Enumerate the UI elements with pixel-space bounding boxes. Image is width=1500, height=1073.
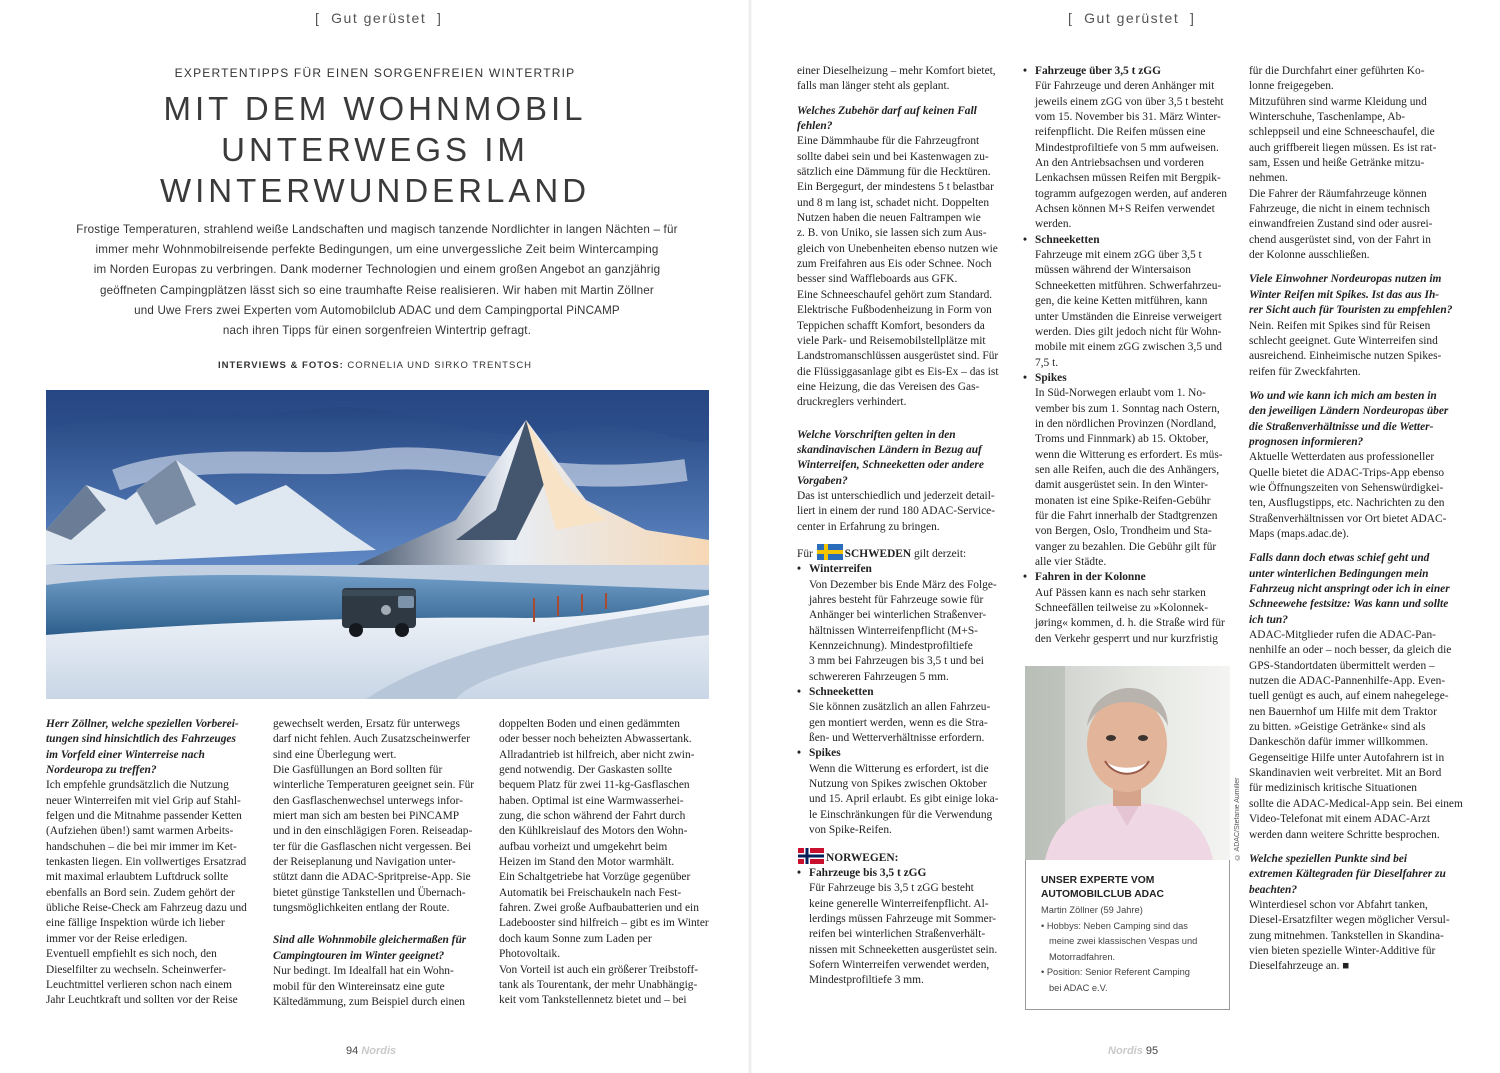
byline-names: CORNELIA UND SIRKO TRENTSCH	[343, 360, 533, 371]
question-line: Nordeuropa zu treffen?	[46, 764, 157, 777]
headline-line: MIT DEM WOHNMOBIL	[163, 90, 587, 127]
magazine-name: Nordis	[361, 1045, 397, 1057]
section-tag: [ Gut gerüstet ]	[1068, 10, 1196, 26]
rule-heading: • Fahrzeuge bis 3,5 t zGG	[797, 866, 1012, 881]
text-line: doch kaum Sonne zum Laden per	[499, 932, 652, 945]
expert-info-line: • Hobbys: Neben Camping sind das	[1041, 920, 1188, 931]
text-line: Straßenverhältnissen vor Ort bietet ADAC-	[1249, 512, 1447, 525]
text-line: vom 15. November bis 31. März Winter-	[1035, 111, 1221, 124]
byline-label: INTERVIEWS & FOTOS:	[217, 360, 344, 371]
text-line: Teppichen schafft Komfort, besonders da	[797, 319, 985, 332]
text-line: schleppseil und eine Schneeschaufel, die	[1249, 126, 1435, 139]
text-line: sollte dabei sein und bei Kastenwagen zu-	[797, 150, 989, 163]
text-line: vanger zu bezahlen. Die Gebühr gilt für	[1035, 540, 1217, 553]
text-line: ten, Ausflugstipps, etc. Nachrichten zu den	[1249, 497, 1445, 510]
expert-info-line: meine zwei klassischen Vespas und	[1049, 936, 1198, 946]
expert-portrait-photo	[1025, 666, 1230, 860]
text-line: tank als Tourentank, der mehr Unabhängig-	[499, 978, 698, 991]
expert-info-box	[1025, 860, 1230, 1010]
intro-line: im Norden Europas zu verbringen. Dank moderner Technologien und einem großen Angebot an ganzjährig	[93, 263, 661, 277]
text-line: Kennzeichnung). Mindestprofiltiefe	[809, 640, 973, 653]
text-line: felgen und die Mitnahme passender Ketten	[46, 810, 242, 823]
text-line: Heizen im Stand den Motor warmhält.	[499, 856, 675, 869]
text-line: Für Fahrzeuge bis 3,5 t zGG besteht	[809, 882, 974, 895]
text-line: In Süd-Norwegen erlaubt vom 1. No-	[1035, 387, 1206, 400]
text-line: mobil für den Wintereinsatz eine gute	[273, 980, 445, 993]
headline-line: UNTERWEGS IM	[221, 131, 529, 168]
text-line: druckreglers verhindert.	[797, 396, 907, 409]
text-line: gend notwendig. Der Gaskasten sollte	[499, 764, 673, 777]
text-line: Sie können zusätzlich an allen Fahrzeu-	[809, 701, 991, 714]
text-line: Automatik bei Freischaukeln nach Fest-	[499, 886, 682, 899]
text-line: für die Durchfahrt einer geführten Ko-	[1249, 65, 1425, 77]
text-line: von Spike-Reifen.	[809, 824, 892, 837]
text-line: Kältedämmung, zum Beispiel durch einen	[273, 995, 466, 1008]
text-line: Ein Bergegurt, der mindestens 5 t belastbar	[797, 181, 994, 194]
text-line: den Gasflaschenwechsel unterwegs infor-	[273, 794, 463, 807]
expert-name: Martin Zöllner (59 Jahre)	[1041, 905, 1143, 915]
text-line: Eine Dämmhaube für die Fahrzeugfront	[797, 135, 980, 148]
text-line: einwandfreien Zustand sind oder ausrei-	[1249, 218, 1433, 231]
sweden-post: gilt derzeit:	[911, 547, 967, 560]
text-line: für die Fahrt innerhalb der Stadtgrenzen	[1035, 509, 1218, 522]
question-line: beachten?	[1249, 883, 1298, 896]
text-line: Fahrzeuge, die nicht in einem technisch	[1249, 203, 1430, 216]
text-line: tenkasten liegen. Ein vollwertiges Ersatzrad	[46, 856, 247, 869]
intro-line: und Uwe Frers zwei Experten vom Automobilclub ADAC und dem Campingportal PiNCAMP	[134, 303, 620, 317]
text-line: 3 mm bei Fahrzeugen bis 3,5 t und bei	[809, 655, 984, 668]
text-line: für medizinisch kritische Situationen	[1249, 782, 1417, 795]
text-line: Wenn die Witterung es erfordert, ist die	[809, 762, 989, 775]
text-line: Fahrzeuge mit einem zGG über 3,5 t	[1035, 249, 1202, 262]
intro-line: nach ihren Tipps für einen sorgenfreien Wintertrip gefragt.	[222, 324, 532, 338]
text-line: jahres besteht für Fahrzeuge sowie für	[809, 594, 984, 606]
question-line: Schneewehe festsitze: Was kann und sollte	[1249, 598, 1449, 611]
text-line: Nur bedingt. Im Idealfall hat ein Wohn-	[273, 965, 454, 978]
text-line: werden. Dies gilt jedoch nicht für Wohn-	[1035, 325, 1222, 338]
text-line: schwereren Fahrzeugen 5 mm.	[809, 670, 949, 683]
text-line: ebenfalls an Bord sein. Zudem gehört der	[46, 886, 235, 899]
text-line: der Reiseplanung und Navigation unter-	[273, 856, 456, 869]
question-line: Fahrzeug nicht anspringt oder ich in einer	[1249, 583, 1450, 595]
text-line: vien bieten spezielle Winter-Additive für	[1249, 944, 1436, 957]
text-line: nissen mit Schneeketten ausgerüstet sein.	[809, 943, 998, 956]
text-line: ADAC-Mitglieder rufen die ADAC-Pan-	[1249, 629, 1436, 642]
text-line: jøring« kommen, d. h. die Straße wird für	[1035, 617, 1225, 630]
expert-box-heading: UNSER EXPERTE VOM	[1041, 875, 1155, 886]
text-line: liert in einem der rund 180 ADAC-Service-	[797, 505, 996, 518]
text-line: wie Öffnungszeiten von Sehenswürdigkei-	[1249, 481, 1444, 494]
expert-info-line: bei ADAC e.V.	[1049, 982, 1108, 993]
text-line: Die Fahrer der Räumfahrzeuge können	[1249, 187, 1427, 200]
text-line: neuer Winterreifen mit viel Grip auf Stahl-	[46, 794, 241, 807]
question-line: extremen Kältegraden für Dieselfahrer zu	[1249, 868, 1446, 881]
text-line: Winterschuhe, Taschenlampe, Ab-	[1249, 111, 1406, 124]
page-number	[346, 1045, 396, 1057]
question-line: Welches Zubehör darf auf keinen Fall	[797, 104, 977, 117]
text-line: Achsen können M+S Reifen verwendet	[1035, 203, 1215, 216]
question-line: Wo und wie kann ich mich am besten in	[1249, 389, 1437, 402]
question-line: Campingtouren im Winter geeignet?	[273, 949, 445, 962]
text-line: sind eine Überlegung wert.	[273, 748, 397, 761]
text-line: Mindestprofiltiefe 3 mm.	[809, 974, 924, 987]
column-2	[1023, 64, 1238, 647]
sweden-heading	[797, 544, 1012, 562]
column-3	[499, 717, 714, 1009]
text-line: den Verkehr gesperrt und nur kurzfristig	[1035, 632, 1218, 645]
text-line: sen alle Reifen, auch die des Anhängers,	[1035, 463, 1220, 476]
text-line: besser sind Waffleboards aus GFK.	[797, 273, 958, 286]
text-line: reifen bei winterlichen Straßenverhält-	[809, 928, 986, 941]
text-line: alle vier Städte.	[1035, 556, 1107, 568]
intro-text	[52, 220, 702, 341]
text-line: oder besser noch beheizten Abwassertank.	[499, 733, 692, 746]
expert-info-line: Motorradfahren.	[1049, 951, 1116, 962]
text-line: viele Park- und Reisemobilstellplätze mit	[797, 334, 986, 347]
text-line: Dieselfilter zu wechseln. Scheinwerfer-	[46, 963, 227, 976]
rule-heading: • Fahrzeuge über 3,5 t zGG	[1023, 64, 1238, 79]
text-line: hältnissen Winterreifenpflicht (M+S-	[809, 624, 978, 637]
text-line: nutzen die ADAC-Pannenhilfe-App. Even-	[1249, 675, 1446, 688]
text-line: müssen während der Wintersaison	[1035, 264, 1191, 277]
text-line: Dankeschön dafür immer willkommen.	[1249, 736, 1429, 749]
text-line: GPS-Standortdaten übermittelt werden –	[1249, 659, 1435, 672]
text-line: mobile mit einem zGG zwischen 3,5 und	[1035, 341, 1222, 354]
text-line: 7,5 t.	[1035, 356, 1059, 369]
text-line: Nein. Reifen mit Spikes sind für Reisen	[1249, 319, 1431, 332]
text-line: Schneefällen teilweise zu »Kolonnek-	[1035, 602, 1209, 615]
question-line: prognosen informieren?	[1249, 435, 1364, 448]
sweden-label: SCHWEDEN	[844, 547, 912, 560]
question-line: Welche Vorschriften gelten in den	[797, 428, 956, 441]
text-line: auch griffbereit liegen müssen. Es ist rat-	[1249, 141, 1437, 154]
text-line: Leuchtmittel verlieren schon nach einem	[46, 978, 232, 991]
text-line: die Flüssiggasanlage gibt es Eis-Ex – das ist	[797, 365, 999, 378]
text-line: lerdings müssen Fahrzeuge mit Sommer-	[809, 912, 997, 925]
text-line: gen montiert werden, wenn es die Stra-	[809, 716, 988, 729]
question-line: den jeweiligen Ländern Nordeuropas über	[1249, 405, 1449, 418]
end-mark: ■	[1342, 960, 1350, 973]
rule-heading: • Winterreifen	[797, 562, 1012, 577]
text-line: aufbau vorheizt und umgekehrt beim	[499, 840, 668, 853]
text-line: einer Dieselheizung – mehr Komfort bietet,	[797, 65, 996, 77]
text-line: Nutzen haben die neuen Faltrampen wie	[797, 212, 981, 225]
text-line: Gegenseitige Hilfe unter Autofahrern ist in	[1249, 751, 1445, 764]
question-line: tungen sind hinsichtlich des Fahrzeuges	[46, 733, 236, 746]
text-line: in den nördlichen Provinzen (Nordland,	[1035, 417, 1217, 430]
text-line: nenhilfe an oder – noch besser, da gleich die	[1249, 644, 1452, 657]
question-line: Herr Zöllner, welche speziellen Vorberei-	[46, 718, 239, 730]
text-line: reifen für Zweckfahrten.	[1249, 365, 1361, 378]
question-line: Winter Reifen mit Spikes. Ist das aus Ih-	[1249, 288, 1440, 301]
text-line: wenn die Witterung es erfordert. Es müs-	[1035, 448, 1223, 461]
text-line: gen, die keine Ketten mitführen, kann	[1035, 295, 1208, 308]
question-line: Viele Einwohner Nordeuropas nutzen im	[1249, 273, 1442, 286]
question-line: Winterreifen, Schneeketten oder andere	[797, 459, 984, 472]
text-line: nen Bauernhof um Hilfe mit dem Traktor	[1249, 705, 1437, 718]
column-3	[1249, 64, 1464, 975]
norway-heading	[797, 848, 1012, 866]
text-line: doppelten Boden und einen gedämmten	[499, 718, 680, 730]
section-tag: [ Gut gerüstet ]	[315, 10, 443, 26]
text-line: von Bergen, Oslo, Trondheim und Sta-	[1035, 525, 1212, 538]
text-line: ßen- und Wetterverhältnisse erfordern.	[809, 732, 985, 745]
text-line: stützt dann die ADAC-Spritpreise-App. Sie	[273, 871, 471, 884]
text-line: Dieselfahrzeuge an.	[1249, 960, 1340, 973]
text-line: Das ist unterschiedlich und jederzeit detail-	[797, 489, 995, 502]
text-line: Eine Schneeschaufel gehört zum Standard.	[797, 288, 993, 301]
text-line: Nutzung von Spikes zwischen Oktober	[809, 778, 987, 791]
text-line: monaten ist eine Spike-Reifen-Gebühr	[1035, 494, 1211, 507]
text-line: unter Umständen die Einreise verweigert	[1035, 310, 1222, 323]
rule-heading: • Schneeketten	[1023, 233, 1238, 248]
norway-label: NORWEGEN:	[826, 851, 899, 864]
text-line: Elektrische Fußbodenheizung in Form von	[797, 304, 992, 317]
winter-landscape-photo	[46, 390, 709, 699]
text-line: Eventuell empfiehlt es sich noch, den	[46, 948, 217, 961]
text-line: Photovoltaik.	[499, 948, 561, 961]
kicker: EXPERTENTIPPS FÜR EINEN SORGENFREIEN WINTERTRIP	[174, 66, 576, 80]
text-line: bequem Platz für zwei 11-kg-Gasflaschen	[499, 779, 690, 792]
text-line: Auf Pässen kann es nach sehr starken	[1035, 586, 1206, 599]
text-line: gewechselt werden, Ersatz für unterwegs	[273, 718, 460, 730]
text-line: und in den einschlägigen Foren. Reiseadap-	[273, 825, 473, 838]
question-line: skandinavischen Ländern in Bezug auf	[797, 443, 982, 456]
text-line: und 15. April erlaubt. Es gibt einige loka-	[809, 793, 999, 806]
text-line: Quelle bietet die ADAC-Trips-App ebenso	[1249, 466, 1445, 479]
text-line: bietet günstige Tankstellen und Übernach-	[273, 886, 466, 899]
text-line: keit vom Tankstellennetz bietet und – bei	[499, 994, 687, 1007]
question-line: ich tun?	[1249, 613, 1288, 626]
sweden-pre: Für	[797, 547, 816, 560]
text-line: Schneeketten mitführen. Schwerfahrzeu-	[1035, 279, 1222, 292]
text-line: Video-Telefonat mit einem ADAC-Arzt	[1249, 813, 1431, 826]
rule-heading: • Fahren in der Kolonne	[1023, 570, 1238, 585]
question-line: unter winterlichen Bedingungen mein	[1249, 567, 1429, 580]
text-line: Die Gasfüllungen an Bord sollten für	[273, 764, 443, 777]
text-line: Ladebooster sind hilfreich – gibt es im Winter	[499, 917, 709, 930]
text-line: Maps (maps.adac.de).	[1249, 527, 1349, 540]
text-line: winterliche Temperaturen geeignet sein. Für	[273, 779, 475, 792]
text-line: Jahr Leuchtkraft und sollten vor der Reise	[46, 994, 238, 1007]
text-line: werden dann weitere Schritte besprochen.	[1249, 828, 1440, 841]
text-line: zung mitnehmen. Tankstellen in Skandina-	[1249, 929, 1444, 942]
rule-heading: • Spikes	[1023, 371, 1238, 386]
text-line: Lenkachsen müssen Reifen mit Bergpik-	[1035, 172, 1221, 185]
norway-flag-icon	[798, 848, 824, 864]
text-line: eine fällige Inspektion würde ich lieber	[46, 917, 225, 930]
text-line: der Kolonne ausschließen.	[1249, 249, 1370, 262]
text-line: Landstromanschlüssen ausgerüstet sind. Für	[797, 350, 999, 363]
text-line: vember bis zum 1. Sonntag nach Ostern,	[1035, 402, 1220, 415]
text-line: Von Dezember bis Ende März des Folge-	[809, 578, 997, 591]
text-line: (Aufziehen üben!) samt warmen Arbeits-	[46, 825, 234, 838]
text-line: Ein Schaltgetriebe hat Vorzüge gegenüber	[499, 871, 691, 884]
page-number	[1108, 1045, 1158, 1057]
sweden-flag-icon	[817, 544, 843, 560]
expert-box-heading: AUTOMOBILCLUB ADAC	[1041, 889, 1164, 900]
text-line: haben. Optimal ist eine Warmwasserhei-	[499, 794, 684, 807]
rule-heading: • Schneeketten	[797, 685, 1012, 700]
intro-line: Frostige Temperaturen, strahlend weiße Landschaften und magisch tanzende Nordlichter in langen Nächten – für	[76, 223, 678, 236]
magazine-name: Nordis	[1108, 1045, 1143, 1057]
intro-line: geöffneten Campingplätzen lässt sich so eine traumhafte Reise realisieren. Wir haben mit Martin Zöllner	[100, 283, 654, 297]
text-line: chend ausgerüstet sind, von der Fahrt in	[1249, 233, 1431, 246]
text-line: und 8 m lang ist, schadet nicht. Doppelten	[797, 196, 990, 209]
text-line: mit maximal erlaubtem Luftdruck sollte	[46, 871, 229, 884]
text-line: darf nicht fehlen. Auch Zusatzscheinwerfer	[273, 733, 471, 746]
text-line: Troms und Finnmark) ab 15. Oktober,	[1035, 433, 1209, 446]
text-line: keine generelle Winterreifenpflicht. Al-	[809, 897, 989, 910]
text-line: tuell genügt es auch, auf einem nahegelege-	[1249, 690, 1449, 703]
question-line: Falls dann doch etwas schief geht und	[1249, 552, 1430, 565]
text-line: Skandinavien weit verbreitet. Mit an Bord	[1249, 767, 1442, 780]
headline	[90, 88, 660, 211]
text-line: nehmen.	[1249, 172, 1288, 185]
text-line: falls man länger steht als geplant.	[797, 80, 950, 93]
column-1	[797, 64, 1012, 989]
text-line: sam, Essen und heiße Getränke mitzu-	[1249, 157, 1425, 170]
text-line: ausreichend. Einheimische nutzen Spikes-	[1249, 350, 1442, 363]
column-2	[273, 717, 483, 1010]
text-line: le Einschränkungen für die Verwendung	[809, 808, 993, 821]
text-line: ter für die Gasflaschen nicht vergessen. Bei	[273, 840, 472, 853]
text-line: Diesel-Ersatzfilter wegen möglicher Versul-	[1249, 914, 1450, 927]
text-line: miert man sich am besten bei PiNCAMP	[273, 810, 460, 823]
text-line: tungsmöglichkeiten entlang der Route.	[273, 902, 450, 915]
text-line: Anhänger bei winterlichen Straßenver-	[809, 609, 987, 622]
text-line: sollte die ADAC-Medical-App sein. Bei einem	[1249, 797, 1463, 810]
text-line: togramm aufgezogen werden, auf anderen	[1035, 187, 1227, 200]
question-line: rer Sicht auch für Touristen zu empfehlen?	[1249, 304, 1453, 317]
text-line: immer vor der Reise erledigen.	[46, 932, 188, 945]
question-line: fehlen?	[797, 120, 833, 133]
question-line: die Straßenverhältnisse und die Wetter-	[1249, 420, 1434, 433]
text-line: den Kühlkreislauf des Motors den Wohn-	[499, 825, 688, 838]
question-line: im Vorfeld einer Winterreise nach	[46, 748, 205, 761]
text-line: center in Erfahrung zu bringen.	[797, 520, 940, 533]
rule-heading: • Spikes	[797, 746, 1012, 761]
text-line: Für Fahrzeuge und deren Anhänger mit	[1035, 80, 1215, 93]
text-line: übliche Reise-Check am Fahrzeug dazu und	[46, 902, 247, 915]
text-line: Mitzuführen sind warme Kleidung und	[1249, 95, 1427, 108]
text-line: An den Antriebsachsen und vorderen	[1035, 157, 1204, 170]
photo-credit: © ADAC/Stefanie Aumiller	[1234, 777, 1241, 860]
text-line: lonne freigegeben.	[1249, 80, 1334, 93]
text-line: jeweils einem zGG von über 3,5 t besteht	[1035, 95, 1224, 108]
headline-line: WINTERWUNDERLAND	[159, 172, 591, 209]
text-line: reifenpflicht. Die Reifen müssen eine	[1035, 126, 1206, 139]
text-line: Ich empfehle grundsätzlich die Nutzung	[46, 779, 229, 792]
page-number-value: 94	[346, 1045, 359, 1057]
text-line: eine Heizung, die das Vereisen des Gas-	[797, 380, 980, 393]
text-line: Von Vorteil ist auch ein größerer Treibstoff-	[499, 963, 699, 976]
text-line: schlecht geeignet. Gute Winterreifen sind	[1249, 334, 1438, 347]
text-line: zum Freifahren aus Eis oder Schnee. Noch	[797, 258, 992, 271]
text-line: fahren. Zwei große Aufbaubatterien und ein	[499, 902, 699, 915]
page-number-value: 95	[1145, 1045, 1159, 1057]
intro-line: immer mehr Wohnmobilreisende perfekte Bedingungen, um eine unvergessliche Zeit beim Wintercamping	[95, 243, 659, 257]
text-line: handschuhen – die bei mir immer im Ket-	[46, 840, 237, 853]
text-line: zu bitten. »Geistige Getränke« sind als	[1249, 721, 1426, 734]
text-line: Sofern Winterreifen verwendet werden,	[809, 958, 990, 971]
text-line: z. B. von Uniko, sie lassen sich zum Aus-	[797, 227, 987, 240]
text-line: Aktuelle Wetterdaten aus professioneller	[1249, 451, 1435, 464]
text-line: sätzlich eine Dämmung für die Hecktüren.	[797, 166, 991, 179]
text-line: Mindestprofiltiefe von 5 mm aufweisen.	[1035, 141, 1219, 154]
text-line: Allradantrieb ist hilfreich, aber nicht zwin-	[499, 748, 695, 761]
question-line: Sind alle Wohnmobile gleichermaßen für	[273, 934, 467, 947]
text-line: gleich von Unebenheiten ebenso nutzen wie	[797, 242, 998, 255]
column-1	[46, 717, 246, 1009]
text-line: werden.	[1035, 218, 1072, 231]
byline	[0, 360, 750, 371]
expert-info-line: • Position: Senior Referent Camping	[1041, 967, 1190, 977]
question-line: Vorgaben?	[797, 474, 848, 487]
text-line: zung, die schon während der Fahrt durch	[499, 810, 686, 823]
text-line: Winterdiesel schon vor Abfahrt tanken,	[1249, 898, 1428, 911]
text-line-last	[1249, 959, 1464, 974]
text-line: damit ausgerüstet sein. In den Winter-	[1035, 479, 1209, 492]
question-line: Welche speziellen Punkte sind bei	[1249, 852, 1407, 865]
